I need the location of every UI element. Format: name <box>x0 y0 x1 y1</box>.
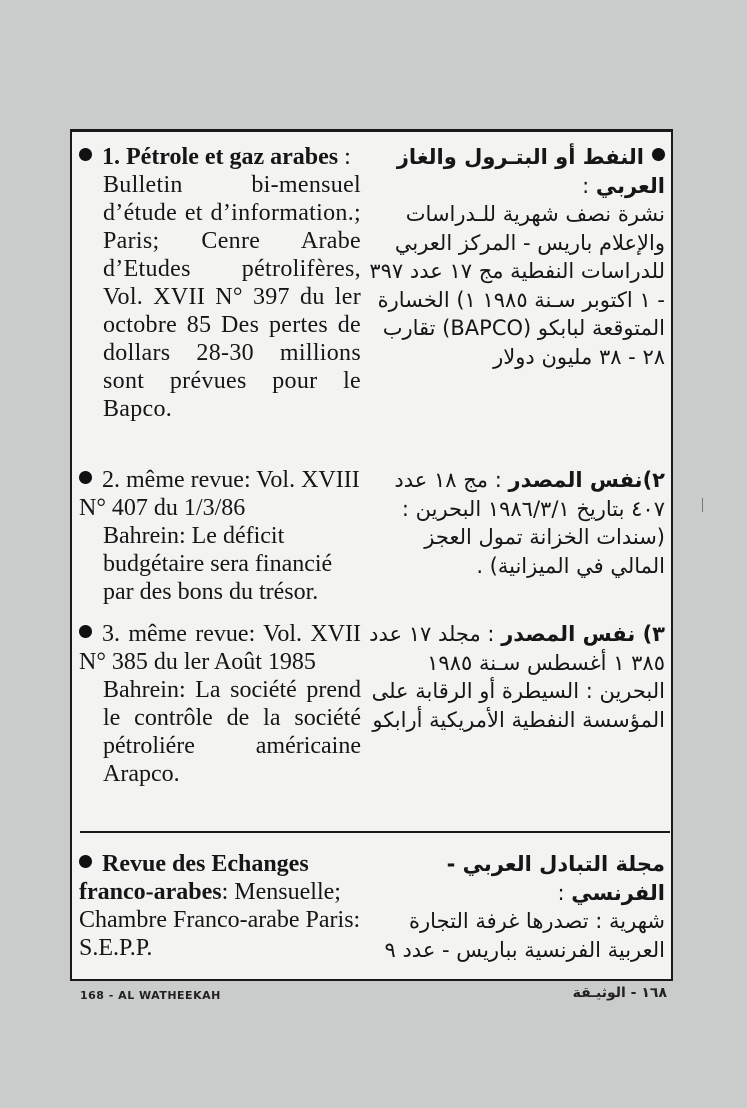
entry-3-ar-body: : مجلد ١٧ عدد ٣٨٥ ١ أغسطس سـنة ١٩٨٥ البحرين : السيطرة أو الرقابة على المؤسسة النفطية الأمريكية أرابكو <box>369 622 665 732</box>
entry-2-ar <box>369 466 665 580</box>
entry-1-ar <box>369 143 665 371</box>
entry-1-ar-heading-suffix: : <box>582 173 596 198</box>
entry-4-ar-body: شهرية : تصدرها غرفة التجارة العربية الفرنسية بباريس - عدد ٩ <box>384 909 665 962</box>
entry-2-fr <box>79 466 361 606</box>
bullet-icon <box>79 855 92 868</box>
entry-2-fr-body: Bahrein: Le déficit budgétaire sera financié par des bons du trésor. <box>103 523 333 605</box>
bullet-icon <box>79 471 92 484</box>
entry-4-ar-heading-suffix: : <box>557 880 572 905</box>
footer-left: 168 - AL WATHEEKAH <box>80 989 221 1002</box>
margin-mark <box>702 498 703 512</box>
bullet-icon <box>79 148 92 161</box>
entry-4-fr-heading-suffix: : Mensuelle; Chambre Franco-arabe Paris: S.E.P.P. <box>79 879 361 961</box>
entry-4-fr-heading: Revue des Echanges franco-arabes <box>79 851 309 905</box>
entry-3-fr-body: Bahrein: La société prend le contrôle de la société pétroliére américaine Arapco. <box>103 677 361 787</box>
entry-1-fr <box>79 143 361 423</box>
footer-right: ١٦٨ - الوثيـقة <box>572 985 667 1001</box>
entry-4-ar-heading: مجلة التبادل العربي - الفرنسي <box>446 852 665 905</box>
entry-2-ar-body: : مج ١٨ عدد ٤٠٧ بتاريخ ١٩٨٦/٣/١ البحرين : (سندات الخزانة تمول العجز المالي في الميزانية) . <box>394 468 665 578</box>
entry-3-fr <box>79 620 361 788</box>
entry-1-fr-heading: 1. Pétrole et gaz arabes <box>102 144 339 170</box>
entry-3-ar-heading: ٣) نفس المصدر <box>501 622 665 646</box>
entry-1-ar-heading: النفط أو البتـرول والغاز العربي <box>396 145 665 198</box>
entry-2-fr-heading: 2. même revue: Vol. XVIII N° 407 du 1/3/86 <box>79 467 360 521</box>
top-rule <box>70 129 673 132</box>
bullet-icon <box>79 625 92 638</box>
entry-3-fr-heading: 3. même revue: Vol. XVII N° 385 du ler Août 1985 <box>79 621 361 675</box>
entry-1-fr-heading-suffix: : <box>338 144 351 170</box>
entry-3-ar <box>369 620 665 734</box>
entry-2-ar-heading: ٢)نفس المصدر <box>508 468 665 492</box>
entry-1-ar-body: نشرة نصف شهرية للـدراسات والإعلام باريس - المركز العربي للدراسات النفطية مج ١٧ عدد ٣٩٧ - ١ اكتوبر سـنة ١٩٨٥ ١) الخسارة المتوقعة لبابكو (BAPCO) تقارب ٢٨ - ٣٨ مليون دولار <box>369 202 665 369</box>
entry-4-fr <box>79 850 361 962</box>
entry-4-ar <box>369 850 665 964</box>
section-divider <box>80 831 670 833</box>
bullet-icon <box>652 148 665 161</box>
entry-1-fr-body: Bulletin bi-mensuel d’étude et d’information.; Paris; Cenre Arabe d’Etudes pétrolifères, Vol. XVII N° 397 du ler octobre 85 Des pertes de dollars 28-30 millions sont prévues pour le Bapco. <box>103 172 361 422</box>
